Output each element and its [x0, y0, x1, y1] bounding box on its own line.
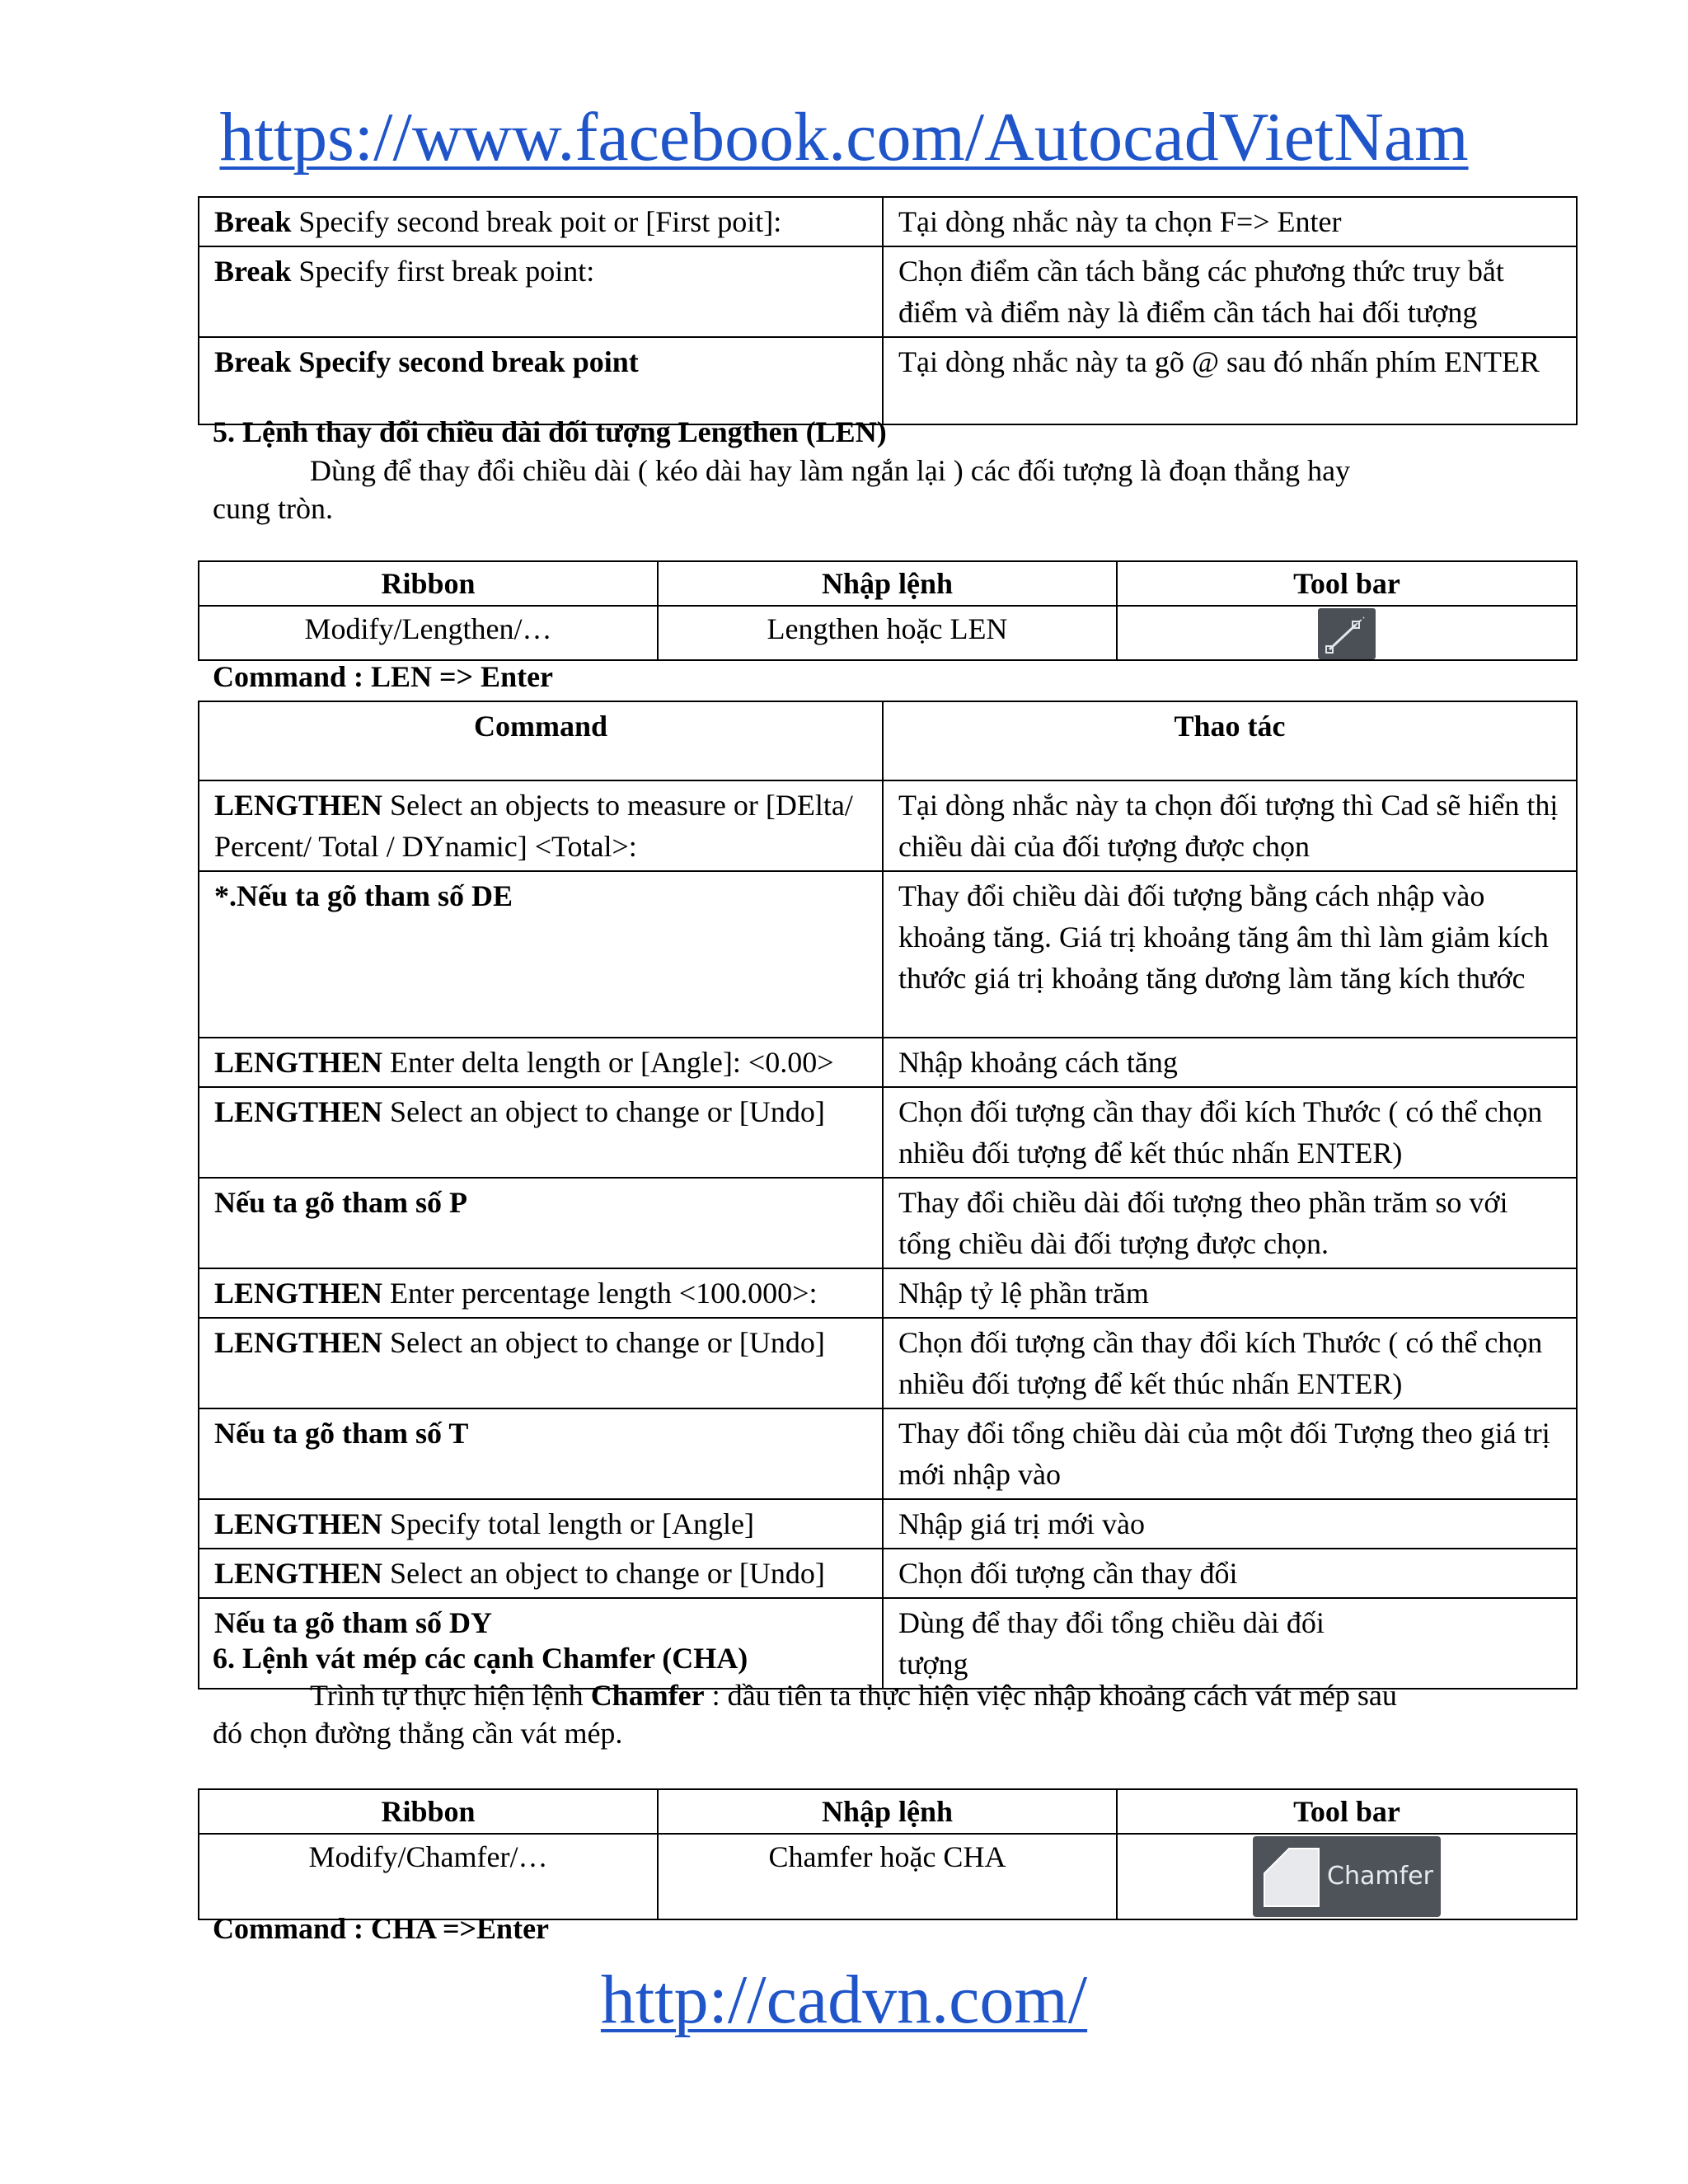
cmd-bold: LENGTHEN	[214, 1046, 383, 1079]
chamfer-label: Chamfer	[1327, 1862, 1433, 1891]
header-toolbar: Tool bar	[1117, 1789, 1577, 1834]
action-text: Chọn điểm cần tách bằng các phương thức truy bắt điểm và điểm này là điểm cần tách hai đối tượng	[898, 255, 1504, 329]
action-text: Tại dòng nhắc này ta chọn F=> Enter	[898, 205, 1342, 238]
chamfer-button[interactable]	[1253, 1836, 1441, 1917]
cmd-text: Select an object to change or [Undo]	[382, 1326, 825, 1359]
chamfer-info-table	[198, 1788, 1578, 1920]
table-row	[199, 606, 1577, 660]
header-input: Nhập lệnh	[658, 1789, 1117, 1834]
table-row	[199, 1038, 1577, 1087]
header-toolbar: Tool bar	[1117, 561, 1577, 606]
table-row	[199, 1087, 1577, 1178]
table-row	[199, 1268, 1577, 1318]
cmd-bold: Nếu ta gõ tham số DY	[214, 1606, 492, 1639]
header-input: Nhập lệnh	[658, 561, 1117, 606]
table-row	[199, 780, 1577, 871]
table-row	[199, 1834, 1577, 1919]
action-text: Tại dòng nhắc này ta gõ @ sau đó nhấn phím ENTER	[898, 345, 1540, 378]
action-text: Chọn đối tượng cần thay đổi	[898, 1557, 1238, 1590]
cmd-bold: *.Nếu ta gõ tham số DE	[214, 879, 513, 912]
table-row	[199, 1318, 1577, 1408]
cmd-bold: Break Specify second break point	[214, 345, 639, 378]
action-text: Thay đổi tổng chiều dài của một đối Tượng theo giá trị mới nhập vào	[898, 1417, 1550, 1491]
cmd-text: Select an objects to measure or [DElta/ Percent/ Total / DYnamic] <Total>:	[214, 789, 853, 863]
action-text: Tại dòng nhắc này ta chọn đối tượng thì Cad sẽ hiển thị chiều dài của đối tượng được chọn	[898, 789, 1559, 863]
header-ribbon: Ribbon	[199, 1789, 658, 1834]
table-row	[199, 871, 1577, 1038]
section-5-command-line: Command : LEN => Enter	[213, 660, 554, 693]
desc-line-1: Dùng để thay đổi chiều dài ( kéo dài hay làm ngắn lại ) các đối tượng là đoạn thẳng hay	[310, 454, 1351, 487]
cadvn-link[interactable]: http://cadvn.com/	[600, 1961, 1088, 2038]
table-row	[199, 1549, 1577, 1598]
cmd-text: Enter percentage length <100.000>:	[382, 1277, 818, 1310]
table-row	[199, 1408, 1577, 1499]
cmd-text: Specify first break point:	[291, 255, 595, 288]
desc-line-2: cung tròn.	[213, 492, 333, 525]
section-6-heading: 6. Lệnh vát mép các cạnh Chamfer (CHA)	[213, 1642, 748, 1675]
toolbar-cell	[1117, 1834, 1577, 1919]
input-cell: Lengthen hoặc LEN	[658, 606, 1117, 660]
action-text: Dùng để thay đổi tổng chiều dài đối tượng	[898, 1606, 1325, 1680]
desc-line-2: đó chọn đường thẳng cần vát mép.	[213, 1717, 623, 1750]
table-header-row	[199, 561, 1577, 606]
action-text: Nhập tỷ lệ phần trăm	[898, 1277, 1149, 1310]
cmd-bold: LENGTHEN	[214, 1277, 383, 1310]
cmd-bold: LENGTHEN	[214, 1557, 383, 1590]
action-text: Chọn đối tượng cần thay đổi kích Thước ( có thể chọn nhiều đối tượng để kết thúc nhấn ENTER)	[898, 1326, 1543, 1400]
action-text: Nhập giá trị mới vào	[898, 1507, 1145, 1540]
action-text: Chọn đối tượng cần thay đổi kích Thước ( có thể chọn nhiều đối tượng để kết thúc nhấn ENTER)	[898, 1095, 1543, 1169]
cmd-bold: LENGTHEN	[214, 1326, 383, 1359]
section-5-description	[213, 452, 1564, 527]
section-5-heading: 5. Lệnh thay đổi chiều dài đối tượng Lengthen (LEN)	[213, 415, 887, 448]
desc-pre: Trình tự thực hiện lệnh	[310, 1679, 591, 1712]
table-row	[199, 197, 1577, 246]
cmd-text: Enter delta length or [Angle]: <0.00>	[382, 1046, 834, 1079]
lengthen-info-table	[198, 560, 1578, 661]
break-table	[198, 196, 1578, 425]
section-6-command-line: Command : CHA =>Enter	[213, 1912, 550, 1945]
header-action: Thao tác	[883, 701, 1577, 780]
desc-line-1	[213, 1676, 1564, 1714]
table-header-row	[199, 701, 1577, 780]
cmd-bold: Nếu ta gõ tham số T	[214, 1417, 469, 1450]
lengthen-icon[interactable]	[1318, 608, 1376, 659]
cmd-bold: Break	[214, 205, 292, 238]
input-cell: Chamfer hoặc CHA	[658, 1834, 1117, 1919]
action-text: Nhập khoảng cách tăng	[898, 1046, 1178, 1079]
table-row	[199, 1178, 1577, 1268]
toolbar-cell	[1117, 606, 1577, 660]
header-ribbon: Ribbon	[199, 561, 658, 606]
header-command: Command	[199, 701, 883, 780]
chamfer-icon	[1253, 1837, 1327, 1916]
table-header-row	[199, 1789, 1577, 1834]
cmd-bold: LENGTHEN	[214, 1095, 383, 1128]
cmd-bold: Break	[214, 255, 292, 288]
table-row	[199, 246, 1577, 337]
cmd-bold: LENGTHEN	[214, 789, 383, 822]
cmd-text: Select an object to change or [Undo]	[382, 1095, 825, 1128]
desc-post: : đầu tiên ta thực hiện việc nhập khoảng cách vát mép sau	[704, 1679, 1397, 1712]
ribbon-cell: Modify/Chamfer/…	[199, 1834, 658, 1919]
lengthen-command-table	[198, 701, 1578, 1690]
table-row	[199, 1499, 1577, 1549]
action-text: Thay đổi chiều dài đối tượng theo phần trăm so với tổng chiều dài đối tượng được chọn.	[898, 1186, 1508, 1260]
facebook-link[interactable]: https://www.facebook.com/AutocadVietNam	[219, 99, 1469, 176]
ribbon-cell: Modify/Lengthen/…	[199, 606, 658, 660]
action-text: Thay đổi chiều dài đối tượng bằng cách nhập vào khoảng tăng. Giá trị khoảng tăng âm thì làm giảm kích thước giá trị khoảng tăng dương làm tăng kích thước	[898, 879, 1549, 995]
cmd-text: Specify second break poit or [First poit]:	[291, 205, 782, 238]
desc-bold: Chamfer	[590, 1679, 705, 1712]
section-6-description	[213, 1676, 1564, 1752]
cmd-bold: Nếu ta gõ tham số P	[214, 1186, 467, 1219]
cmd-bold: LENGTHEN	[214, 1507, 383, 1540]
cmd-text: Select an object to change or [Undo]	[382, 1557, 825, 1590]
cmd-text: Specify total length or [Angle]	[382, 1507, 754, 1540]
